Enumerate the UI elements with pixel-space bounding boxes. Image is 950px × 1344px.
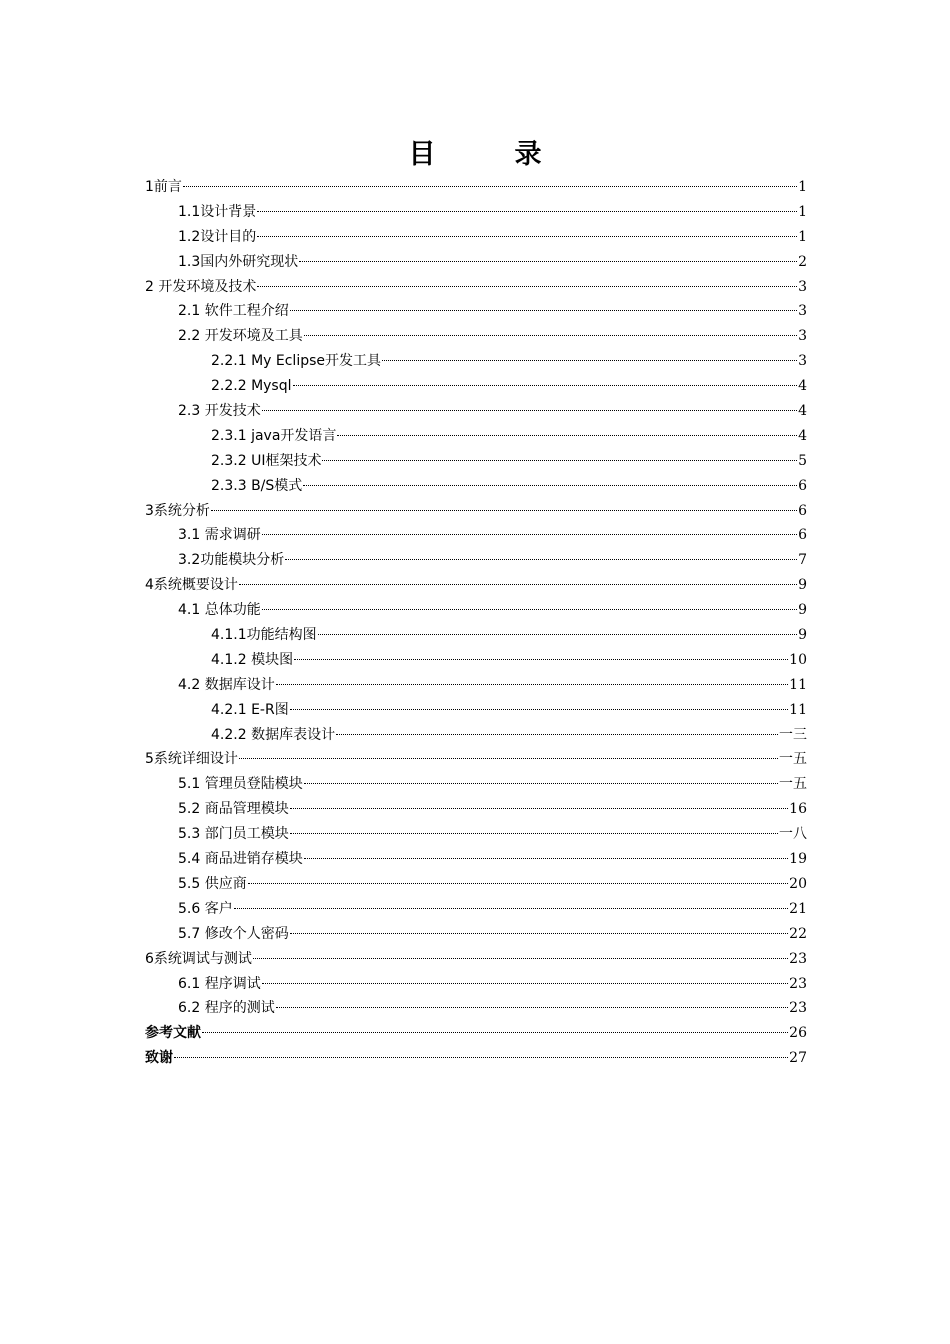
- toc-entry[interactable]: [145, 474, 807, 499]
- toc-entry-label: 2.2.1 My Eclipse开发工具: [211, 353, 382, 370]
- toc-entry-page-number: 23: [789, 950, 807, 967]
- toc-entry[interactable]: [145, 1021, 807, 1046]
- toc-entry-label: 4.2 数据库设计: [178, 676, 275, 693]
- toc-entry[interactable]: [145, 922, 807, 947]
- toc-entry-page-number: 9: [798, 627, 807, 644]
- toc-entry[interactable]: [145, 972, 807, 997]
- toc-entry[interactable]: [145, 573, 807, 598]
- dot-leader: [336, 734, 778, 735]
- toc-entry-label: 5.2 商品管理模块: [178, 801, 289, 818]
- toc-entry-page-number: 5: [798, 452, 807, 469]
- toc-entry[interactable]: [145, 1046, 807, 1071]
- dot-leader: [211, 510, 797, 511]
- toc-entry[interactable]: [145, 324, 807, 349]
- dot-leader: [262, 609, 797, 610]
- toc-entry-page-number: 11: [789, 676, 807, 693]
- dot-leader: [290, 833, 778, 834]
- toc-entry-label: 1.3国内外研究现状: [178, 253, 299, 270]
- toc-entry[interactable]: [145, 399, 807, 424]
- toc-entry-page-number: 一八: [779, 826, 807, 843]
- toc-entry-label: 2.3 开发技术: [178, 403, 261, 420]
- dot-leader: [299, 261, 797, 262]
- dot-leader: [290, 808, 788, 809]
- toc-entry-page-number: 4: [798, 427, 807, 444]
- toc-entry[interactable]: [145, 872, 807, 897]
- toc-entry-label: 4.1.1功能结构图: [211, 627, 317, 644]
- page-title: 目 录: [408, 139, 568, 170]
- toc-entry[interactable]: [145, 598, 807, 623]
- toc-entry-label: 6系统调试与测试: [145, 950, 252, 967]
- toc-entry-page-number: 3: [798, 353, 807, 370]
- dot-leader: [253, 958, 788, 959]
- toc-entry-label: 5.1 管理员登陆模块: [178, 776, 303, 793]
- toc-entry-page-number: 一五: [779, 776, 807, 793]
- toc-entry[interactable]: [145, 499, 807, 524]
- dot-leader: [290, 310, 797, 311]
- toc-entry[interactable]: [145, 648, 807, 673]
- toc-entry[interactable]: [145, 747, 807, 772]
- toc-entry[interactable]: [145, 349, 807, 374]
- toc-entry-page-number: 22: [789, 925, 807, 942]
- toc-entry-label: 5系统详细设计: [145, 751, 238, 768]
- toc-entry[interactable]: [145, 548, 807, 573]
- toc-entry[interactable]: [145, 623, 807, 648]
- dot-leader: [262, 983, 788, 984]
- toc-entry-page-number: 21: [789, 900, 807, 917]
- toc-entry-page-number: 7: [798, 552, 807, 569]
- toc-entry-label: 2.2 开发环境及工具: [178, 328, 303, 345]
- toc-entry-page-number: 6: [798, 502, 807, 519]
- toc-entry-label: 2 开发环境及技术: [145, 278, 257, 295]
- toc-entry-label: 2.3.2 UI框架技术: [211, 452, 322, 469]
- dot-leader: [174, 1057, 788, 1058]
- toc-entry-label: 3.1 需求调研: [178, 527, 261, 544]
- toc-entry[interactable]: [145, 225, 807, 250]
- toc-entry-label: 3系统分析: [145, 502, 210, 519]
- toc-entry-page-number: 3: [798, 328, 807, 345]
- toc-entry-page-number: 3: [798, 303, 807, 320]
- toc-entry-label: 5.4 商品进销存模块: [178, 851, 303, 868]
- dot-leader: [276, 1007, 788, 1008]
- dot-leader: [257, 236, 797, 237]
- toc-entry-label: 2.2.2 Mysql: [211, 378, 292, 395]
- toc-entry-label: 2.3.1 java开发语言: [211, 427, 337, 444]
- toc-entry[interactable]: [145, 698, 807, 723]
- toc-entry-label: 致谢: [145, 1050, 173, 1067]
- toc-entry[interactable]: [145, 175, 807, 200]
- dot-leader: [304, 858, 788, 859]
- toc-entry-label: 4.2.1 E-R图: [211, 701, 289, 718]
- toc-entry[interactable]: [145, 275, 807, 300]
- dot-leader: [239, 584, 797, 585]
- toc-entry-label: 5.3 部门员工模块: [178, 826, 289, 843]
- toc-entry-page-number: 4: [798, 403, 807, 420]
- toc-entry[interactable]: [145, 523, 807, 548]
- dot-leader: [318, 634, 797, 635]
- toc-entry-page-number: 2: [798, 253, 807, 270]
- toc-entry-page-number: 19: [789, 851, 807, 868]
- dot-leader: [257, 211, 797, 212]
- dot-leader: [303, 485, 797, 486]
- toc-entry-page-number: 3: [798, 278, 807, 295]
- toc-entry-label: 4.2.2 数据库表设计: [211, 726, 336, 743]
- toc-entry-label: 参考文献: [145, 1025, 201, 1042]
- toc-entry-page-number: 一五: [779, 751, 807, 768]
- toc-entry[interactable]: [145, 772, 807, 797]
- toc-entry[interactable]: [145, 822, 807, 847]
- toc-entry-page-number: 27: [789, 1050, 807, 1067]
- toc-entry-label: 1.1设计背景: [178, 203, 257, 220]
- dot-leader: [382, 360, 797, 361]
- toc-entry-label: 5.7 修改个人密码: [178, 925, 289, 942]
- toc-entry-page-number: 一三: [779, 726, 807, 743]
- toc-entry[interactable]: [145, 797, 807, 822]
- dot-leader: [183, 186, 797, 187]
- toc-entry[interactable]: [145, 374, 807, 399]
- dot-leader: [337, 435, 797, 436]
- toc-entry[interactable]: [145, 947, 807, 972]
- toc-entry-page-number: 16: [789, 801, 807, 818]
- dot-leader: [202, 1032, 788, 1033]
- toc-entry-page-number: 9: [798, 602, 807, 619]
- dot-leader: [257, 286, 797, 287]
- toc-entry[interactable]: [145, 250, 807, 275]
- toc-entry[interactable]: [145, 996, 807, 1021]
- dot-leader: [304, 783, 778, 784]
- toc-entry-label: 1前言: [145, 179, 182, 195]
- toc-entry-page-number: 1: [798, 203, 807, 220]
- toc-entry-page-number: 26: [789, 1025, 807, 1042]
- dot-leader: [276, 684, 788, 685]
- toc-entry-page-number: 20: [789, 875, 807, 892]
- dot-leader: [262, 534, 797, 535]
- toc-entry[interactable]: [145, 847, 807, 872]
- toc-entry-page-number: 10: [789, 651, 807, 668]
- toc-entry-label: 2.1 软件工程介绍: [178, 303, 289, 320]
- dot-leader: [293, 385, 798, 386]
- toc-entry-page-number: 9: [798, 577, 807, 594]
- toc-entry-label: 2.3.3 B/S模式: [211, 477, 303, 494]
- toc-entry[interactable]: [145, 723, 807, 748]
- dot-leader: [322, 460, 797, 461]
- toc-entry-page-number: 11: [789, 701, 807, 718]
- dot-leader: [290, 709, 788, 710]
- toc-entry-page-number: 23: [789, 975, 807, 992]
- toc-entry-label: 5.5 供应商: [178, 875, 247, 892]
- toc-entry-label: 4.1 总体功能: [178, 602, 261, 619]
- toc-entry-label: 3.2功能模块分析: [178, 552, 285, 569]
- dot-leader: [239, 758, 778, 759]
- toc-entry-page-number: 1: [798, 179, 807, 195]
- toc-entry[interactable]: [145, 299, 807, 324]
- toc-entry-label: 5.6 客户: [178, 900, 233, 917]
- toc-entry-label: 4.1.2 模块图: [211, 651, 294, 668]
- dot-leader: [290, 933, 788, 934]
- dot-leader: [248, 883, 788, 884]
- dot-leader: [285, 559, 797, 560]
- dot-leader: [304, 335, 797, 336]
- toc-entry[interactable]: [145, 200, 807, 225]
- toc-entry[interactable]: [145, 673, 807, 698]
- toc-entry[interactable]: [145, 449, 807, 474]
- toc-entry-label: 4系统概要设计: [145, 577, 238, 594]
- toc-entry-label: 1.2设计目的: [178, 228, 257, 245]
- dot-leader: [294, 659, 788, 660]
- toc-entry-label: 6.1 程序调试: [178, 975, 261, 992]
- toc-entry[interactable]: [145, 424, 807, 449]
- dot-leader: [262, 410, 797, 411]
- table-of-contents: [145, 175, 807, 1071]
- toc-entry-page-number: 23: [789, 1000, 807, 1017]
- dot-leader: [234, 908, 788, 909]
- toc-entry-page-number: 6: [798, 527, 807, 544]
- toc-entry-page-number: 6: [798, 477, 807, 494]
- toc-entry-page-number: 4: [798, 378, 807, 395]
- toc-entry-label: 6.2 程序的测试: [178, 1000, 275, 1017]
- toc-entry-page-number: 1: [798, 228, 807, 245]
- toc-entry[interactable]: [145, 897, 807, 922]
